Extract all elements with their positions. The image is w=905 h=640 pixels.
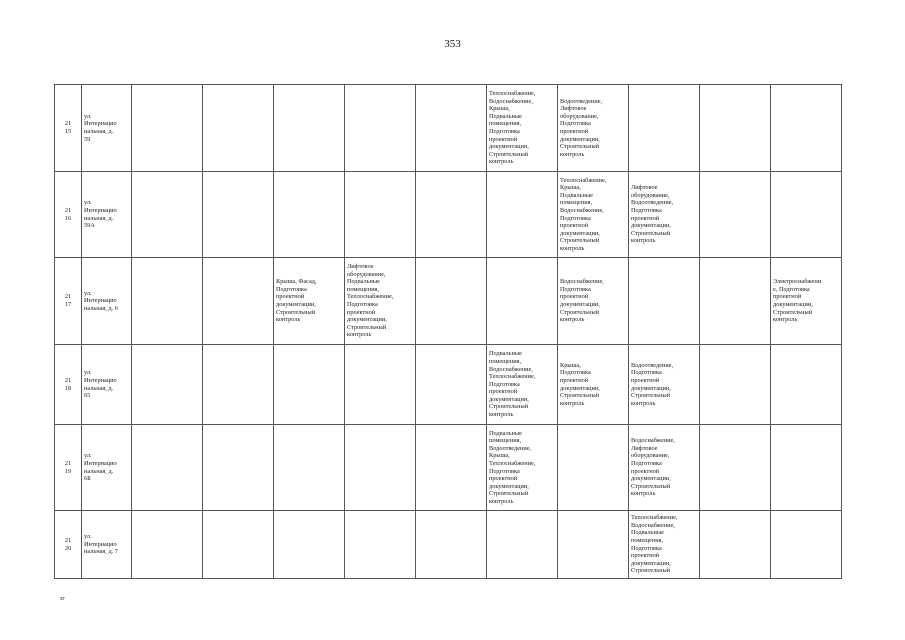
work-type-cell <box>416 511 487 579</box>
work-type-cell <box>203 85 274 172</box>
row-number-cell: 21 16 <box>55 172 82 258</box>
work-type-cell: Теплоснабжение, Водоснабжение, Крыша, Подвальные помещения, Подготовка проектной документации, Строительный контроль <box>487 85 558 172</box>
work-type-cell <box>345 345 416 425</box>
work-type-cell <box>203 258 274 345</box>
work-type-cell <box>132 258 203 345</box>
work-type-cell <box>345 511 416 579</box>
capital-repair-table <box>54 84 842 579</box>
row-number-cell: 21 20 <box>55 511 82 579</box>
work-type-cell <box>416 258 487 345</box>
work-type-cell: Водоотведение, Лифтовое оборудование, Подготовка проектной документации, Строительный контроль <box>558 85 629 172</box>
address-cell: ул. Интернацио нальная, д. 6 <box>82 258 132 345</box>
work-type-cell <box>487 258 558 345</box>
row-number-cell: 21 17 <box>55 258 82 345</box>
address-cell: ул. Интернацио нальная, д. 7 <box>82 511 132 579</box>
work-type-cell <box>274 425 345 511</box>
address-cell: ул. Интернацио нальная, д. 6Б <box>82 425 132 511</box>
work-type-cell <box>558 425 629 511</box>
work-type-cell <box>203 345 274 425</box>
work-type-cell <box>771 345 842 425</box>
work-type-cell <box>700 172 771 258</box>
work-type-cell <box>416 172 487 258</box>
work-type-cell: Водоотведение, Подготовка проектной документации, Строительный контроль <box>629 345 700 425</box>
work-type-cell <box>132 85 203 172</box>
work-type-cell <box>345 85 416 172</box>
work-type-cell: Крыша, Фасад, Подготовка проектной документации, Строительный контроль <box>274 258 345 345</box>
work-type-cell <box>345 425 416 511</box>
work-type-cell <box>132 425 203 511</box>
work-type-cell: Лифтовое оборудование, Водоотведение, Подготовка проектной документации, Строительный контроль <box>629 172 700 258</box>
row-number-cell: 21 18 <box>55 345 82 425</box>
table-row <box>55 85 842 172</box>
row-number-cell: 21 15 <box>55 85 82 172</box>
work-type-cell <box>416 425 487 511</box>
work-type-cell: Теплоснабжение, Крыша, Подвальные помещения, Водоснабжение, Подготовка проектной документации, Строительный контроль <box>558 172 629 258</box>
table-row <box>55 345 842 425</box>
work-type-cell <box>203 511 274 579</box>
work-type-cell <box>771 511 842 579</box>
work-type-cell <box>487 511 558 579</box>
table-row <box>55 425 842 511</box>
address-cell: ул. Интернацио нальная, д. 59А <box>82 172 132 258</box>
work-type-cell <box>700 85 771 172</box>
work-type-cell <box>203 172 274 258</box>
work-type-cell <box>132 345 203 425</box>
work-type-cell: Водоснабжение, Подготовка проектной документации, Строительный контроль <box>558 258 629 345</box>
work-type-cell <box>771 172 842 258</box>
address-cell: ул. Интернацио нальная, д. 65 <box>82 345 132 425</box>
footer-note: зг <box>60 596 65 602</box>
work-type-cell <box>629 85 700 172</box>
work-type-cell <box>274 511 345 579</box>
table-row <box>55 258 842 345</box>
work-type-cell: Подвальные помещения, Водоснабжение, Теплоснабжение, Подготовка проектной документации, Строительный контроль <box>487 345 558 425</box>
work-type-cell <box>558 511 629 579</box>
work-type-cell: Лифтовое оборудование, Подвальные помещения, Теплоснабжение, Подготовка проектной документации, Строительный контроль <box>345 258 416 345</box>
table-row <box>55 172 842 258</box>
work-type-cell: Электроснабжени е, Подготовка проектной документации, Строительный контроль <box>771 258 842 345</box>
work-type-cell <box>700 345 771 425</box>
address-cell: ул. Интернацио нальная, д. 59 <box>82 85 132 172</box>
work-type-cell: Водоснабжение, Лифтовое оборудование, Подготовка проектной документации, Строительный контроль <box>629 425 700 511</box>
table-body <box>55 85 842 579</box>
row-number-cell: 21 19 <box>55 425 82 511</box>
work-type-cell <box>274 172 345 258</box>
work-type-cell: Теплоснабжение, Водоснабжение, Подвальные помещения, Подготовка проектной документации, Строительный <box>629 511 700 579</box>
work-type-cell <box>416 85 487 172</box>
work-type-cell <box>132 172 203 258</box>
work-type-cell <box>416 345 487 425</box>
work-type-cell <box>487 172 558 258</box>
table-row <box>55 511 842 579</box>
work-type-cell <box>629 258 700 345</box>
work-type-cell <box>274 85 345 172</box>
work-type-cell <box>132 511 203 579</box>
work-type-cell <box>700 425 771 511</box>
work-type-cell <box>700 258 771 345</box>
work-type-cell: Подвальные помещения, Водоотведение, Крыша, Теплоснабжение, Подготовка проектной документации, Строительный контроль <box>487 425 558 511</box>
work-type-cell <box>700 511 771 579</box>
work-type-cell: Крыша, Подготовка проектной документации, Строительный контроль <box>558 345 629 425</box>
work-type-cell <box>771 85 842 172</box>
work-type-cell <box>771 425 842 511</box>
work-type-cell <box>345 172 416 258</box>
page-number: 353 <box>444 38 461 50</box>
work-type-cell <box>203 425 274 511</box>
work-type-cell <box>274 345 345 425</box>
